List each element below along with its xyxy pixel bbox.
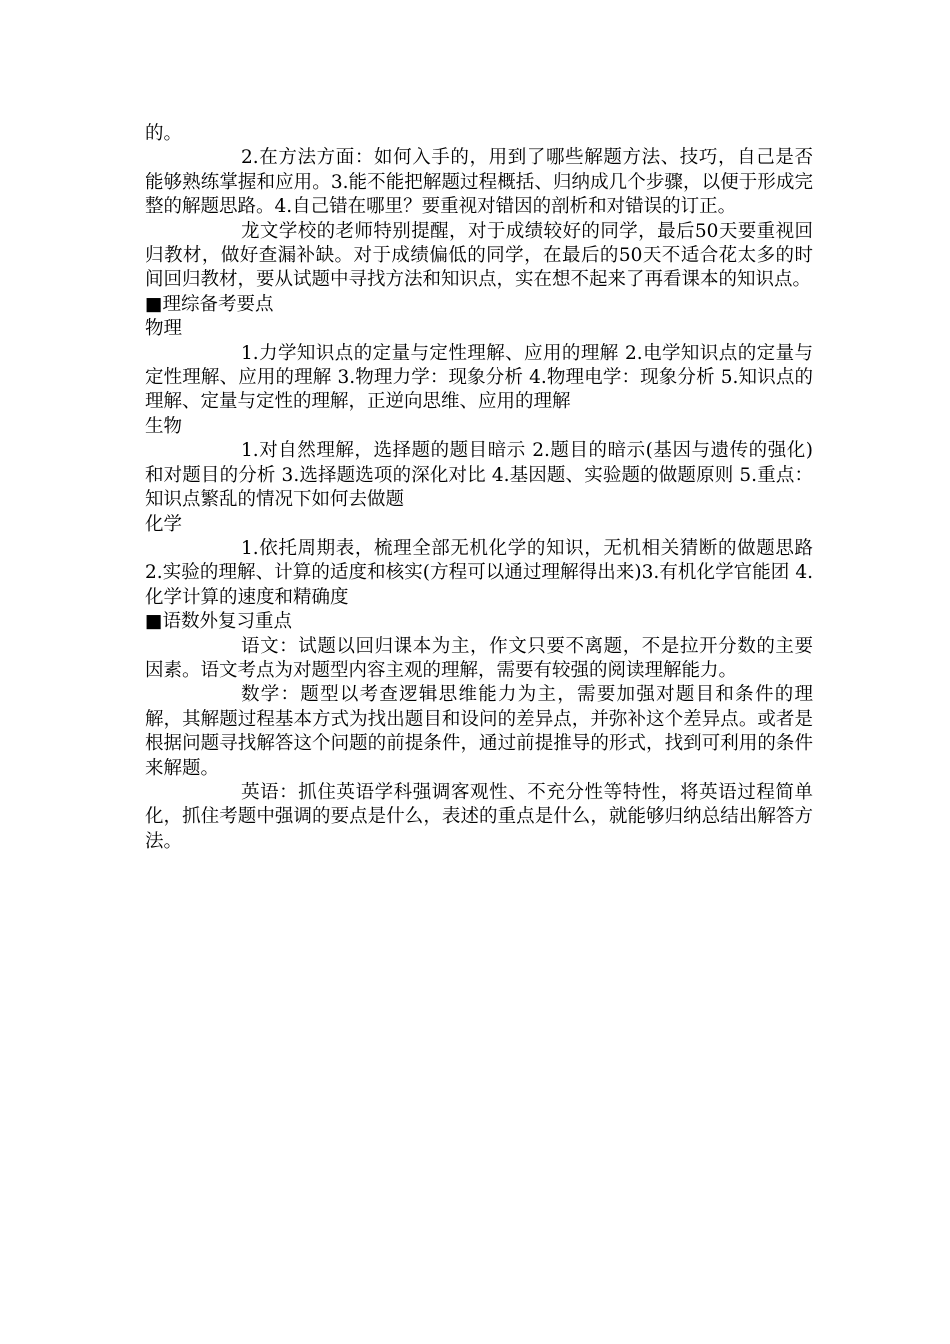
- subheading-physics: 物理: [145, 318, 183, 340]
- paragraph-english: 英语：抓住英语学科强调客观性、不充分性等特性，将英语过程简单化，抓住考题中强调的要点是什么，表述的重点是什么，就能够归纳总结出解答方法。: [145, 781, 813, 852]
- paragraph-biology: 1.对自然理解，选择题的题目暗示 2.题目的暗示(基因与遗传的强化)和对题目的分析 3.选择题选项的深化对比 4.基因题、实验题的做题原则 5.重点：知识点繁乱的情况下如何去做题: [145, 440, 813, 511]
- section-heading-science: ■理综备考要点: [145, 293, 274, 315]
- paragraph-teacher-reminder: 龙文学校的老师特别提醒，对于成绩较好的同学，最后50天要重视回归教材，做好查漏补缺。对于成绩偏低的同学，在最后的50天不适合花太多的时间回归教材，要从试题中寻找方法和知识点，实在想不起来了再看课本的知识点。: [145, 220, 813, 291]
- paragraph-math: 数学：题型以考查逻辑思维能力为主，需要加强对题目和条件的理解，其解题过程基本方式为找出题目和设问的差异点，并弥补这个差异点。或者是根据问题寻找解答这个问题的前提条件，通过前提推导的形式，找到可利用的条件来解题。: [145, 684, 813, 779]
- subheading-biology: 生物: [145, 415, 183, 437]
- subheading-chemistry: 化学: [145, 513, 183, 535]
- paragraph-chemistry: 1.依托周期表，梳理全部无机化学的知识，无机相关猜断的做题思路 2.实验的理解、计算的适度和核实(方程可以通过理解得出来)3.有机化学官能团 4.化学计算的速度和精确度: [145, 537, 813, 608]
- paragraph-continuation: 的。: [145, 123, 183, 144]
- document-page: [145, 122, 813, 854]
- paragraph-chinese: 语文：试题以回归课本为主，作文只要不离题，不是拉开分数的主要因素。语文考点为对题型内容主观的理解，需要有较强的阅读理解能力。: [145, 635, 813, 681]
- paragraph-physics: 1.力学知识点的定量与定性理解、应用的理解 2.电学知识点的定量与定性理解、应用的理解 3.物理力学：现象分析 4.物理电学：现象分析 5.知识点的理解、定量与定性的理解，正逆向思维、应用的理解: [145, 342, 813, 413]
- paragraph-method: 2.在方法方面：如何入手的，用到了哪些解题方法、技巧，自己是否能够熟练掌握和应用。3.能不能把解题过程概括、归纳成几个步骤，以便于形成完整的解题思路。4.自己错在哪里？要重视对错因的剖析和对错误的订正。: [145, 147, 813, 218]
- section-heading-core-subjects: ■语数外复习重点: [145, 611, 292, 633]
